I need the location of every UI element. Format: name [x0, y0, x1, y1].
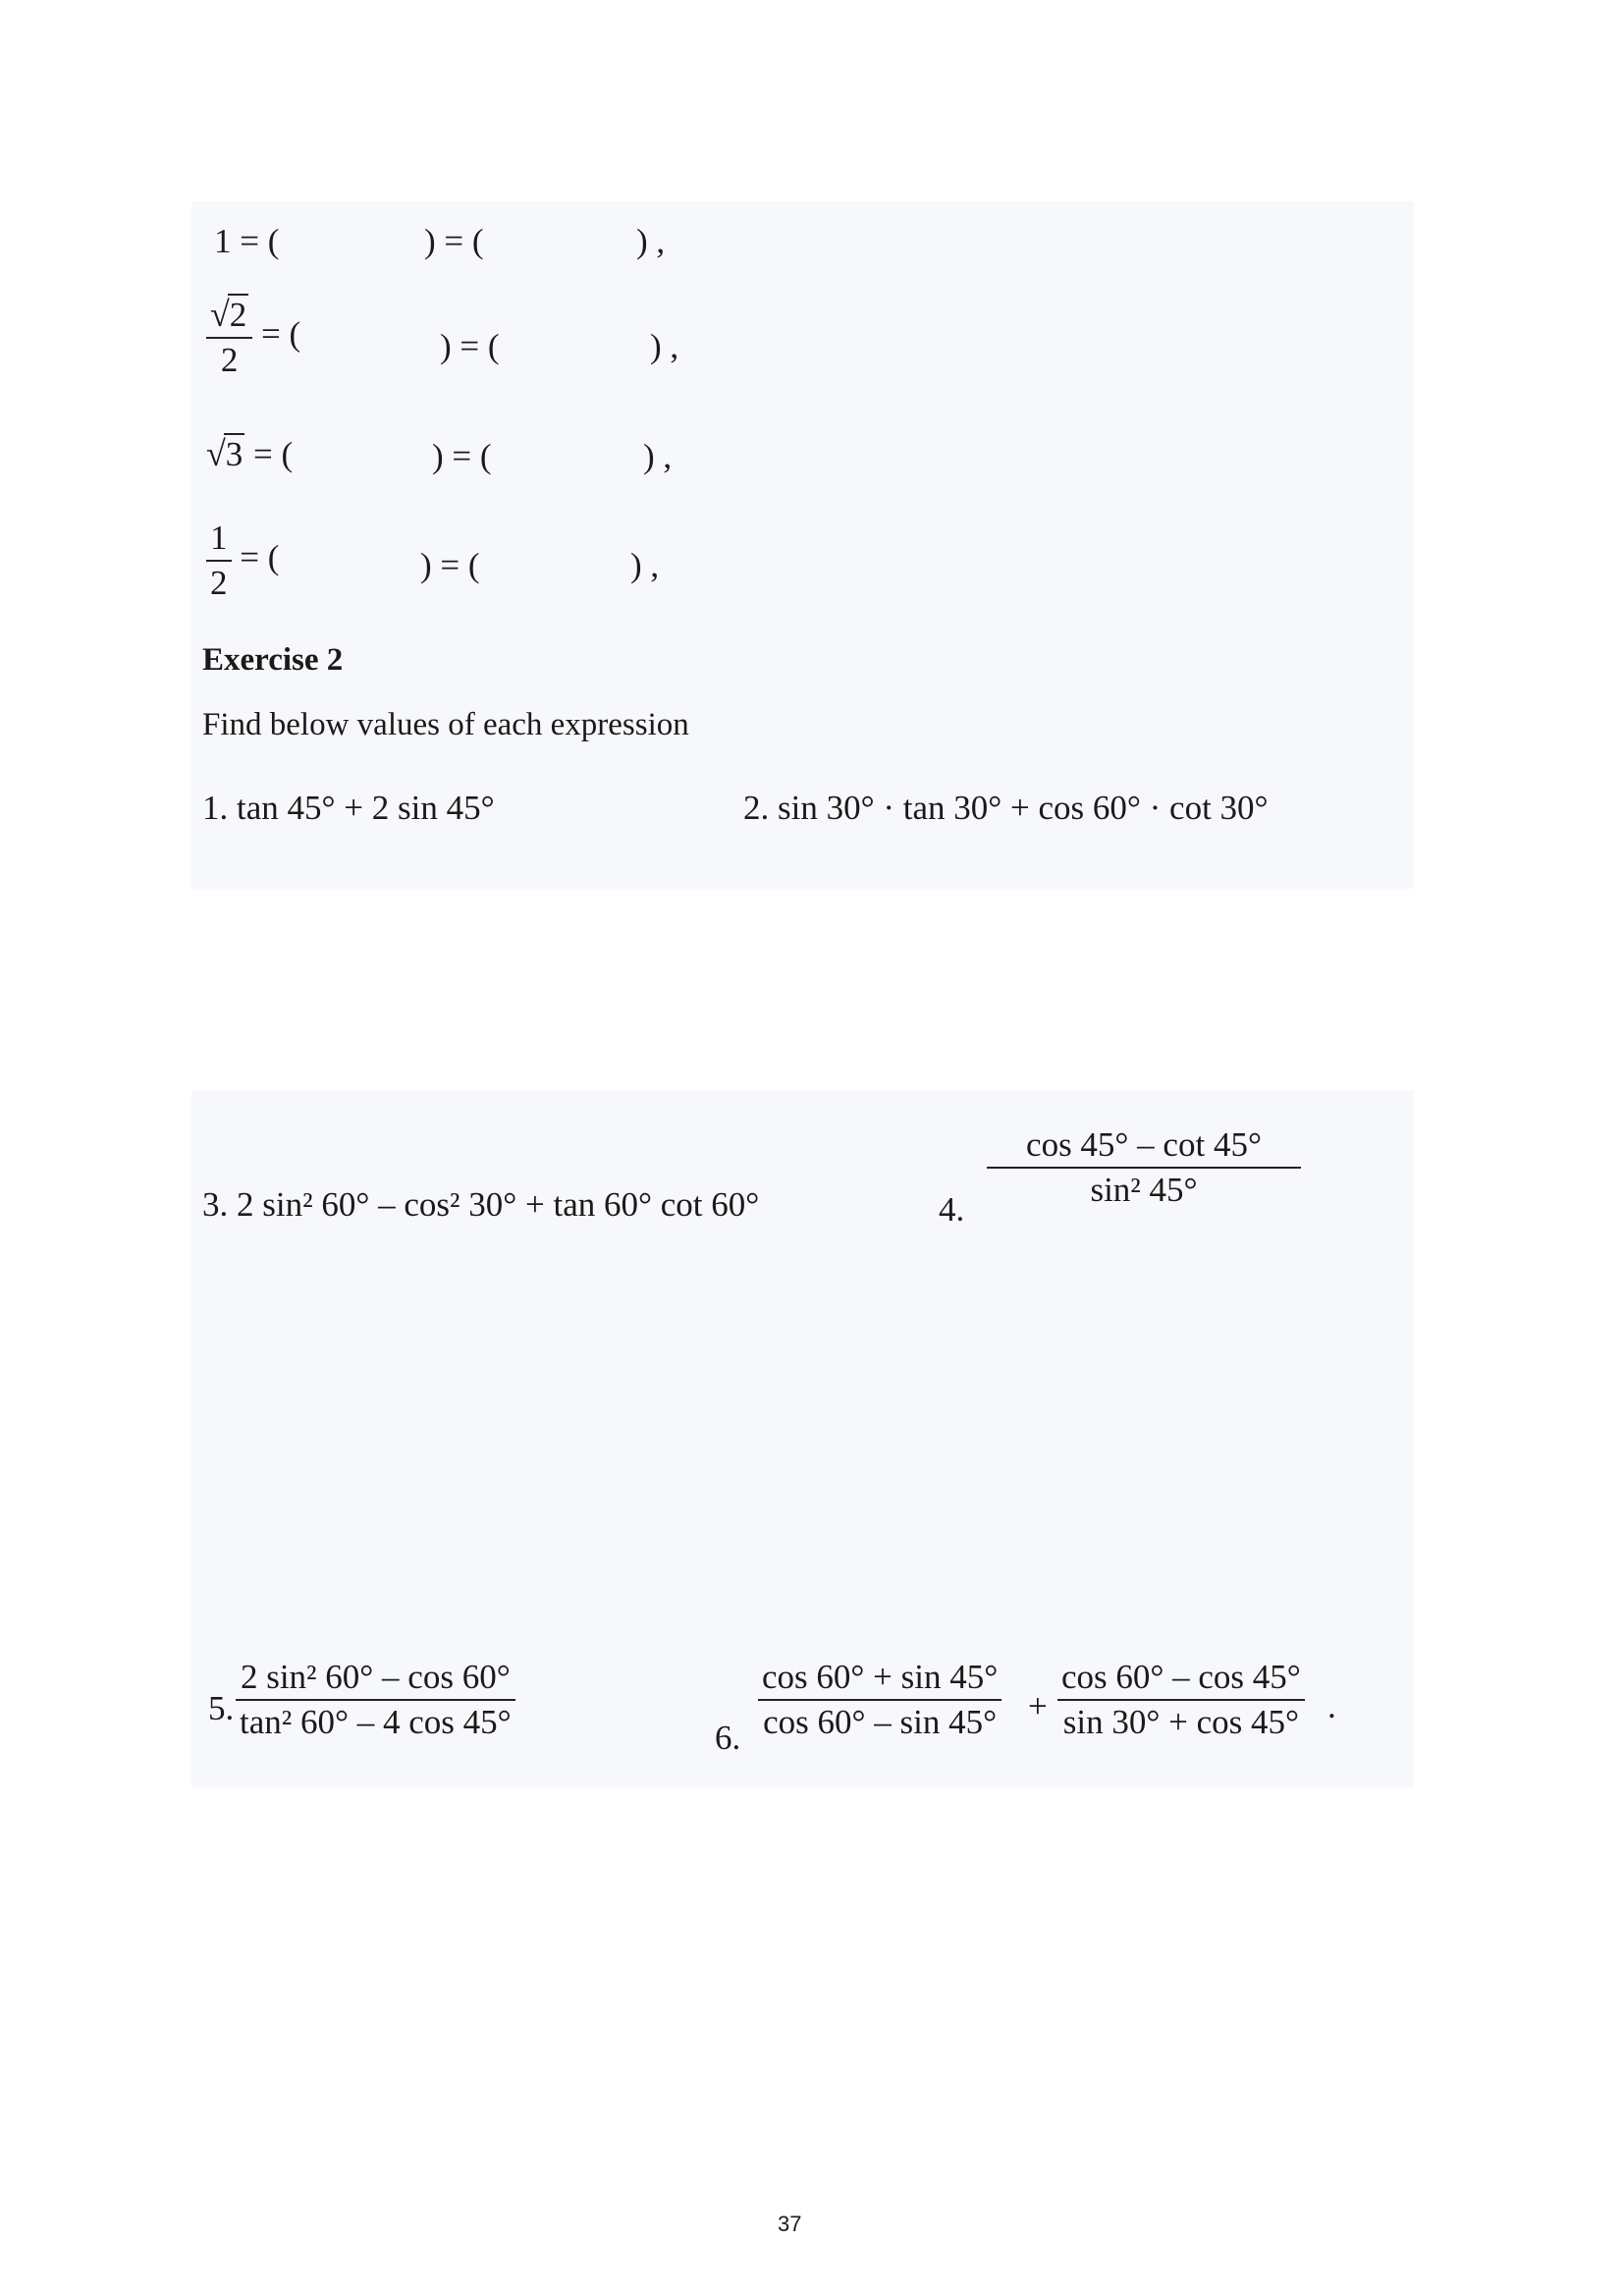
- problem-6-numerator-1: cos 60° + sin 45°: [758, 1658, 1001, 1701]
- identity-mid-2: ) = (: [440, 327, 500, 365]
- problem-6-plus: +: [1028, 1687, 1048, 1725]
- problem-4-denominator: sin² 45°: [1090, 1171, 1198, 1209]
- identity-open-4: = (: [240, 538, 280, 577]
- identity-close-3: ) ,: [643, 437, 673, 475]
- problem-3: [202, 1185, 759, 1225]
- problem-6-fraction-2: [1057, 1658, 1305, 1742]
- problem-3-label: 3.: [202, 1185, 229, 1224]
- problem-6-fraction-1: [758, 1658, 1001, 1742]
- problem-1: [202, 789, 495, 828]
- problem-5-numerator: 2 sin² 60° – cos 60°: [236, 1658, 515, 1701]
- identity-mid-3: ) = (: [432, 437, 492, 475]
- problem-6-denominator-2: sin 30° + cos 45°: [1062, 1703, 1300, 1741]
- problem-6-label: 6.: [715, 1719, 741, 1757]
- problem-5-fraction: [236, 1658, 515, 1742]
- problem-1-expression: tan 45° + 2 sin 45°: [237, 789, 495, 827]
- identity-mid-4: ) = (: [420, 546, 480, 584]
- problem-2-label: 2.: [743, 789, 770, 827]
- sqrt-3: √3: [206, 434, 244, 473]
- identity-mid-1: ) = (: [424, 222, 484, 260]
- identity-close-2: ) ,: [650, 327, 679, 365]
- problem-4-numerator: cos 45° – cot 45°: [987, 1125, 1301, 1169]
- exercise-title: Exercise 2: [202, 642, 344, 678]
- identity-lhs-2: $\frac{√2}{2}$: [206, 295, 252, 380]
- problem-4-label: 4.: [939, 1190, 965, 1229]
- problem-5-label: 5.: [208, 1689, 235, 1727]
- problem-2: [743, 789, 1269, 828]
- identity-close-1: ) ,: [636, 222, 666, 260]
- identity-open-1: = (: [240, 222, 280, 260]
- identity-open-2: = (: [261, 314, 301, 354]
- identity-row-3: [206, 434, 293, 474]
- problem-5-denominator: tan² 60° – 4 cos 45°: [240, 1703, 512, 1741]
- identity-row-4: [206, 519, 279, 603]
- problem-2-expression: sin 30° · tan 30° + cos 60° · cot 30°: [778, 789, 1269, 827]
- exercise-instruction: Find below values of each expression: [202, 707, 689, 742]
- problem-6-numerator-2: cos 60° – cos 45°: [1057, 1658, 1305, 1701]
- problem-4-fraction: [987, 1125, 1301, 1210]
- identity-lhs-1: 1: [214, 222, 232, 260]
- identity-lhs-4: $\frac{1}{2}$: [206, 519, 232, 603]
- identity-open-3: = (: [253, 435, 294, 473]
- identity-row-2: [206, 295, 300, 380]
- problem-3-expression: 2 sin² 60° – cos² 30° + tan 60° cot 60°: [237, 1185, 760, 1224]
- problem-6-denominator-1: cos 60° – sin 45°: [763, 1703, 998, 1741]
- scan-shade-top: [191, 201, 1414, 889]
- identity-row-1: [214, 222, 279, 261]
- problem-1-label: 1.: [202, 789, 229, 827]
- identity-close-4: ) ,: [630, 546, 660, 584]
- page-number: 37: [778, 2212, 802, 2236]
- sqrt-2: √2: [210, 295, 247, 334]
- problem-6-end: .: [1327, 1687, 1336, 1725]
